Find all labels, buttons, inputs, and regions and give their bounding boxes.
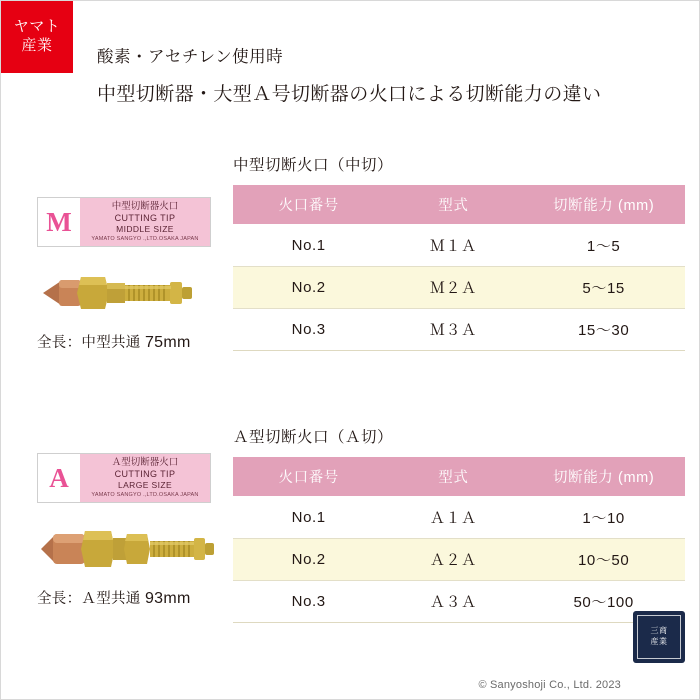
length-text-middle (37, 331, 227, 352)
table-header-row (233, 457, 685, 497)
product-large (37, 453, 227, 608)
length-label-middle: 全長：中型共通 (37, 335, 141, 351)
cell-capacity: 10〜50 (522, 539, 685, 581)
cell-model: Ａ１Ａ (384, 497, 522, 539)
column-header-capacity: 切断能力 (mm) (522, 457, 685, 497)
card-company-text: YAMATO SANGYO .,LTD.OSAKA JAPAN (91, 492, 199, 499)
cell-capacity: 50〜100 (522, 581, 685, 623)
header-subtitle: 酸素・アセチレン使用時 (97, 48, 284, 66)
column-header-model: 型式 (384, 457, 522, 497)
section-title-middle: 中型切断火口（中切） (233, 157, 394, 174)
company-seal-inner (637, 615, 681, 659)
table-row (233, 267, 685, 309)
cell-capacity: 1〜10 (522, 497, 685, 539)
cell-tip-number: No.2 (233, 267, 384, 309)
card-en-line2: LARGE SIZE (117, 479, 173, 490)
cell-tip-number: No.1 (233, 225, 384, 267)
cutting-tip-photo-large (37, 517, 227, 581)
cutting-tip-illustration-middle (37, 261, 227, 325)
product-label-card-large (37, 453, 211, 503)
length-value-middle: 75mm (144, 334, 191, 351)
column-header-tip-number: 火口番号 (233, 185, 384, 225)
column-header-model: 型式 (384, 185, 522, 225)
card-en-line2: MIDDLE SIZE (116, 223, 174, 234)
table-row (233, 309, 685, 351)
product-card-body-large (80, 454, 210, 502)
product-card-body-middle (80, 198, 210, 246)
section-middle-cutting-tip (233, 153, 685, 351)
length-value-large: 93mm (144, 590, 191, 607)
cutting-tip-illustration-large (37, 517, 227, 581)
cell-capacity: 5〜15 (522, 267, 685, 309)
cell-tip-number: No.2 (233, 539, 384, 581)
page-title: 中型切断器・大型Ａ号切断器の火口による切断能力の違い (97, 84, 602, 105)
card-jp-text: Ａ型切断器火口 (111, 456, 179, 468)
seal-line2: 産業 (650, 637, 668, 646)
cell-model: Ａ３Ａ (384, 581, 522, 623)
cell-model: Ａ２Ａ (384, 539, 522, 581)
product-letter-middle: M (38, 198, 80, 246)
section-large-cutting-tip (233, 425, 685, 623)
brand-logo (1, 1, 73, 73)
cutting-tip-photo-middle (37, 261, 227, 325)
page-header (97, 43, 687, 106)
table-row (233, 497, 685, 539)
length-label-large: 全長：Ａ型共通 (37, 591, 141, 607)
brand-logo-line2: 産業 (21, 37, 53, 54)
section-title-large: Ａ型切断火口（Ａ切） (233, 429, 394, 446)
table-header-row (233, 185, 685, 225)
table-row (233, 539, 685, 581)
cell-tip-number: No.3 (233, 309, 384, 351)
company-seal (633, 611, 685, 663)
product-letter-large: A (38, 454, 80, 502)
seal-line1: 三商 (650, 626, 668, 636)
spec-table-middle (233, 185, 685, 351)
card-en-line1: CUTTING TIP (114, 468, 176, 479)
spec-table-large (233, 457, 685, 623)
cell-capacity: 1〜5 (522, 225, 685, 267)
product-label-card-middle (37, 197, 211, 247)
card-jp-text: 中型切断器火口 (111, 200, 179, 212)
cell-tip-number: No.1 (233, 497, 384, 539)
table-row (233, 581, 685, 623)
product-middle (37, 197, 227, 352)
cell-capacity: 15〜30 (522, 309, 685, 351)
column-header-tip-number: 火口番号 (233, 457, 384, 497)
brand-logo-line1: ヤマト (13, 18, 61, 36)
cell-model: Ｍ３Ａ (384, 309, 522, 351)
length-text-large (37, 587, 227, 608)
card-en-line1: CUTTING TIP (114, 212, 176, 223)
cell-model: Ｍ１Ａ (384, 225, 522, 267)
copyright-text: © Sanyoshoji Co., Ltd. 2023 (478, 679, 621, 691)
card-company-text: YAMATO SANGYO .,LTD.OSAKA JAPAN (91, 236, 199, 243)
cell-tip-number: No.3 (233, 581, 384, 623)
cell-model: Ｍ２Ａ (384, 267, 522, 309)
column-header-capacity: 切断能力 (mm) (522, 185, 685, 225)
table-row (233, 225, 685, 267)
